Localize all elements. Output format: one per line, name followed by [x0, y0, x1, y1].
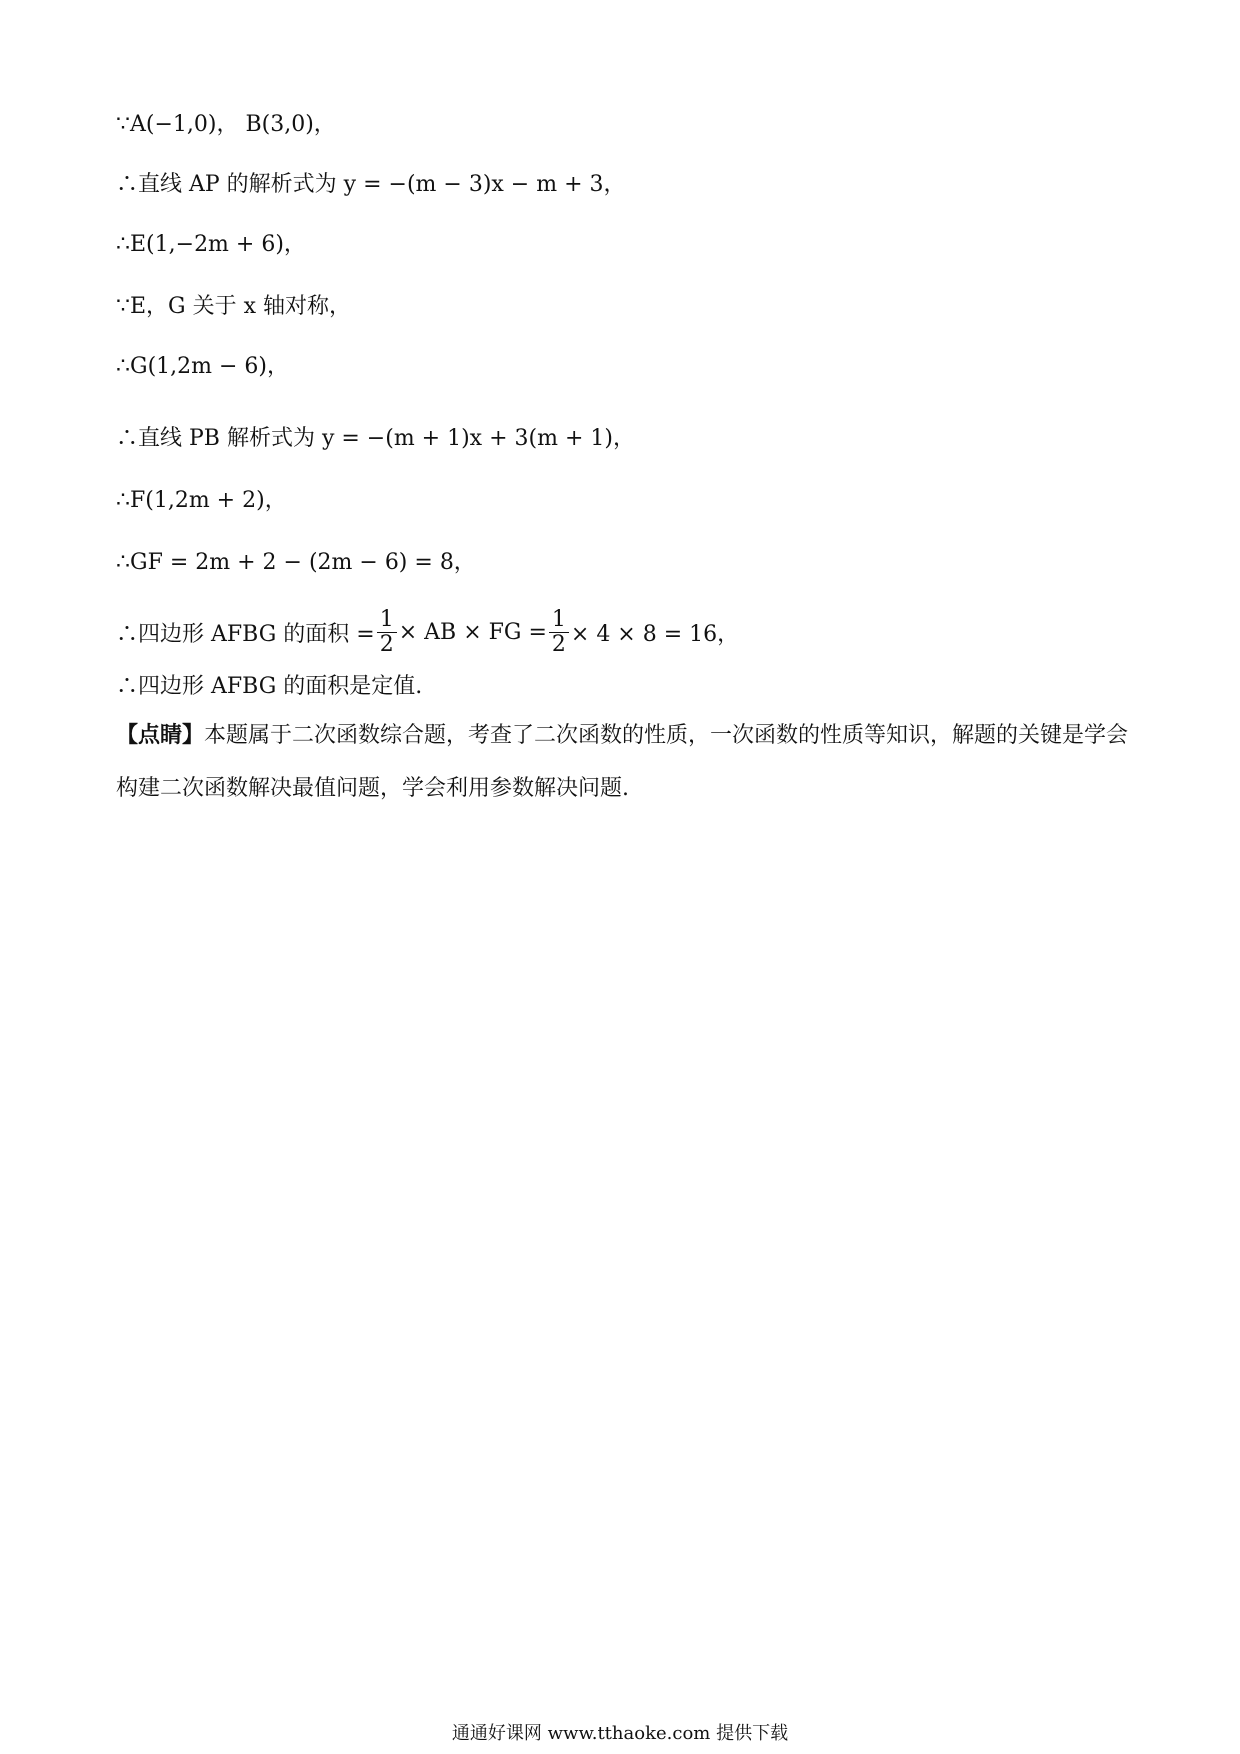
fraction-numerator: 1 [549, 608, 569, 633]
fraction-numerator: 1 [377, 608, 397, 633]
page-footer: 通通好课网 www.tthaoke.com 提供下载 [451, 1723, 789, 1744]
fraction-denominator: 2 [551, 631, 566, 657]
fraction-denominator: 2 [379, 631, 394, 657]
comment-text-1: 本题属于二次函数综合题，考查了二次函数的性质，一次函数的性质等知识，解题的关键是学会 [204, 723, 1129, 748]
solution-line-3: ∴E(1,−2m + 6)， [116, 232, 306, 257]
solution-line-7: ∴F(1,2m + 2)， [116, 488, 287, 513]
solution-line-2: ∴直线 AP 的解析式为 y = −(m − 3)x − m + 3， [116, 172, 626, 197]
area-prefix: ∴四边形 AFBG 的面积 = [116, 621, 375, 647]
area-middle: × AB × FG = [398, 619, 547, 645]
solution-line-1: ∵A(−1,0)， B(3,0)， [116, 112, 336, 137]
comment-line-1 [116, 720, 1128, 751]
area-equation [116, 604, 739, 660]
comment-tag: 【点睛】 [116, 722, 205, 748]
solution-line-5: ∴G(1,2m − 6)， [116, 354, 290, 379]
conclusion-line: ∴四边形 AFBG 的面积是定值. [116, 674, 423, 699]
comment-line-2: 构建二次函数解决最值问题，学会利用参数解决问题. [116, 776, 629, 801]
solution-line-8: ∴GF = 2m + 2 − (2m − 6) = 8， [116, 550, 476, 575]
area-suffix: × 4 × 8 = 16， [570, 621, 740, 647]
solution-line-4: ∵E，G 关于 x 轴对称， [116, 294, 352, 319]
solution-line-6: ∴直线 PB 解析式为 y = −(m + 1)x + 3(m + 1)， [116, 426, 635, 451]
fraction-half-2 [549, 608, 569, 657]
fraction-half-1 [377, 608, 397, 657]
